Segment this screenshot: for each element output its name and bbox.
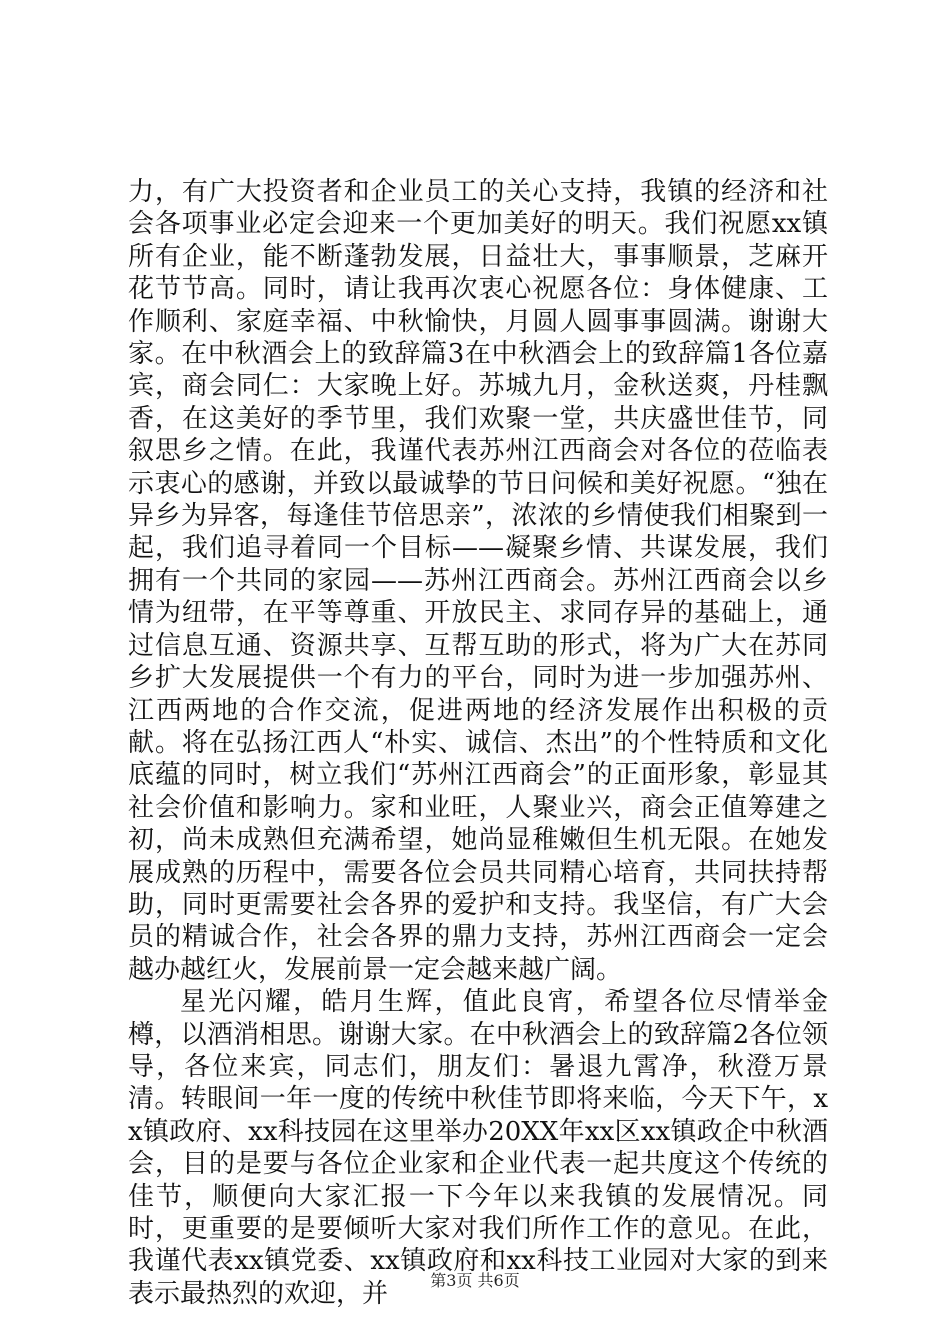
page-footer: 第3页 共6页 — [430, 1271, 520, 1290]
paragraph-continued: 力，有广大投资者和企业员工的关心支持，我镇的经济和社会各项事业必定会迎来一个更加美好的明天。我们祝愿xx镇所有企业，能不断蓬勃发展，日益壮大，事事顺景，芝麻开花节节高。同时，请让我再次衷心祝愿各位：身体健康、工作顺利、家庭幸福、中秋愉快，月圆人圆事事圆满。谢谢大家。在中秋酒会上的致辞篇3在中秋酒会上的致辞篇1各位嘉宾，商会同仁：大家晚上好。苏城九月，金秋送爽，丹桂飘香，在这美好的季节里，我们欢聚一堂，共庆盛世佳节，同叙思乡之情。在此，我谨代表苏州江西商会对各位的莅临表示衷心的感谢，并致以最诚挚的节日问候和美好祝愿。“独在异乡为异客，每逢佳节倍思亲”，浓浓的乡情使我们相聚到一起，我们追寻着同一个目标——凝聚乡情、共谋发展，我们拥有一个共同的家园——苏州江西商会。苏州江西商会以乡情为纽带，在平等尊重、开放民主、求同存异的基础上，通过信息互通、资源共享、互帮互助的形式，将为广大在苏同乡扩大发展提供一个有力的平台，同时为进一步加强苏州、江西两地的合作交流，促进两地的经济发展作出积极的贡献。将在弘扬江西人“朴实、诚信、杰出”的个性特质和文化底蕴的同时，树立我们“苏州江西商会”的正面形象，彰显其社会价值和影响力。家和业旺，人聚业兴，商会正值筹建之初，尚未成熟但充满希望，她尚显稚嫩但生机无限。在她发展成熟的历程中，需要各位会员共同精心培育，共同扶持帮助，同时更需要社会各界的爱护和支持。我坚信，有广大会员的精诚合作，社会各界的鼎力支持，苏州江西商会一定会越办越红火，发展前景一定会越来越广阔。 — [128, 177, 828, 985]
paragraph-speech-2: 星光闪耀，皓月生辉，值此良宵，希望各位尽情举金樽，以酒消相思。谢谢大家。在中秋酒会上的致辞篇2各位领导，各位来宾，同志们，朋友们：暑退九霄净，秋澄万景清。转眼间一年一度的传统中秋佳节即将来临，今天下午，xx镇政府、xx科技园在这里举办20XX年xx区xx镇政企中秋酒会，目的是要与各位企业家和企业代表一起共度这个传统的佳节，顺便向大家汇报一下今年以来我镇的发展情况。同时，更重要的是要倾听大家对我们所作工作的意见。在此，我谨代表xx镇党委、xx镇政府和xx科技工业园对大家的到来表示最热烈的欢迎，并 — [128, 987, 828, 1309]
document-body — [128, 176, 828, 1310]
